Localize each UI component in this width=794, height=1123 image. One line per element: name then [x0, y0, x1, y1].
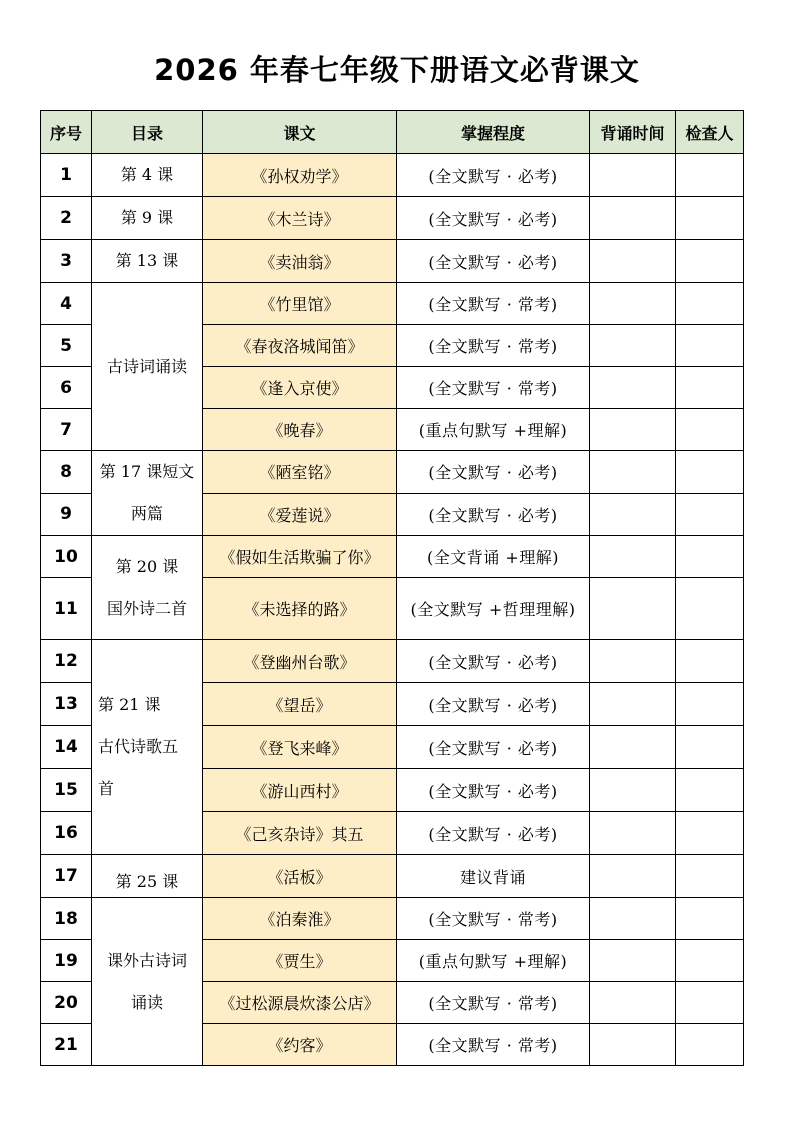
level-cell: (全文背诵 +理解) [397, 536, 590, 578]
checker-cell[interactable] [676, 726, 744, 769]
recite-time-cell[interactable] [590, 536, 676, 578]
recite-time-cell[interactable] [590, 898, 676, 940]
recite-time-cell[interactable] [590, 367, 676, 409]
checker-cell[interactable] [676, 367, 744, 409]
recite-time-cell[interactable] [590, 578, 676, 640]
recite-time-cell[interactable] [590, 855, 676, 898]
row-index: 2 [41, 197, 92, 240]
row-index: 8 [41, 451, 92, 494]
level-cell: (全文默写 +哲理理解) [397, 578, 590, 640]
checker-cell[interactable] [676, 940, 744, 982]
level-cell: (全文默写 · 必考) [397, 640, 590, 683]
recite-time-cell[interactable] [590, 493, 676, 536]
lesson-cell: 《泊秦淮》 [203, 898, 397, 940]
header-category: 目录 [92, 111, 203, 154]
checker-cell[interactable] [676, 982, 744, 1024]
lesson-cell: 《木兰诗》 [203, 197, 397, 240]
lesson-cell: 《贾生》 [203, 940, 397, 982]
row-index: 11 [41, 578, 92, 640]
lesson-cell: 《过松源晨炊漆公店》 [203, 982, 397, 1024]
recite-time-cell[interactable] [590, 940, 676, 982]
checker-cell[interactable] [676, 493, 744, 536]
recitation-table [40, 110, 744, 1066]
checker-cell[interactable] [676, 812, 744, 855]
checker-cell[interactable] [676, 283, 744, 325]
header-index: 序号 [41, 111, 92, 154]
row-index: 16 [41, 812, 92, 855]
table-row [41, 154, 744, 197]
lesson-cell: 《竹里馆》 [203, 283, 397, 325]
table-row [41, 451, 744, 494]
row-index: 21 [41, 1024, 92, 1066]
checker-cell[interactable] [676, 325, 744, 367]
table-row [41, 536, 744, 578]
row-index: 15 [41, 769, 92, 812]
level-cell: (全文默写 · 必考) [397, 197, 590, 240]
category-cell: 第 13 课 [92, 240, 203, 283]
level-cell: (全文默写 · 常考) [397, 367, 590, 409]
lesson-cell: 《晚春》 [203, 409, 397, 451]
lesson-cell: 《己亥杂诗》其五 [203, 812, 397, 855]
checker-cell[interactable] [676, 197, 744, 240]
row-index: 10 [41, 536, 92, 578]
table-row [41, 855, 744, 898]
checker-cell[interactable] [676, 451, 744, 494]
row-index: 14 [41, 726, 92, 769]
lesson-cell: 《卖油翁》 [203, 240, 397, 283]
checker-cell[interactable] [676, 640, 744, 683]
lesson-cell: 《春夜洛城闻笛》 [203, 325, 397, 367]
level-cell: (全文默写 · 必考) [397, 683, 590, 726]
checker-cell[interactable] [676, 536, 744, 578]
header-row [41, 111, 744, 154]
row-index: 7 [41, 409, 92, 451]
header-lesson: 课文 [203, 111, 397, 154]
recite-time-cell[interactable] [590, 1024, 676, 1066]
row-index: 13 [41, 683, 92, 726]
category-line: 首 [98, 779, 115, 798]
checker-cell[interactable] [676, 1024, 744, 1066]
page-title: 2026 年春七年级下册语文必背课文 [154, 53, 640, 87]
category-cell [92, 898, 203, 1066]
recite-time-cell[interactable] [590, 812, 676, 855]
category-line: 第 20 课 [115, 556, 179, 576]
recite-time-cell[interactable] [590, 409, 676, 451]
category-line: 诵读 [130, 992, 163, 1012]
checker-cell[interactable] [676, 898, 744, 940]
category-line: 课外古诗词 [106, 950, 187, 970]
level-cell: (全文默写 · 常考) [397, 283, 590, 325]
category-line: 第 21 课 [98, 695, 161, 714]
recite-time-cell[interactable] [590, 197, 676, 240]
level-cell: (全文默写 · 常考) [397, 898, 590, 940]
lesson-cell: 《登幽州台歌》 [203, 640, 397, 683]
checker-cell[interactable] [676, 769, 744, 812]
checker-cell[interactable] [676, 240, 744, 283]
category-line: 国外诗二首 [106, 598, 187, 618]
level-cell: (全文默写 · 必考) [397, 451, 590, 494]
lesson-cell: 《活板》 [203, 855, 397, 898]
lesson-cell: 《爱莲说》 [203, 493, 397, 536]
recite-time-cell[interactable] [590, 640, 676, 683]
level-cell: (全文默写 · 常考) [397, 325, 590, 367]
lesson-cell: 《登飞来峰》 [203, 726, 397, 769]
recite-time-cell[interactable] [590, 726, 676, 769]
checker-cell[interactable] [676, 683, 744, 726]
category-cell: 古诗词诵读 [92, 283, 203, 451]
level-cell: (全文默写 · 必考) [397, 240, 590, 283]
header-level: 掌握程度 [397, 111, 590, 154]
row-index: 19 [41, 940, 92, 982]
category-line: 第 17 课短文 [99, 462, 195, 481]
level-cell: (重点句默写 +理解) [397, 409, 590, 451]
header-time: 背诵时间 [590, 111, 676, 154]
table-row [41, 283, 744, 325]
table-row [41, 898, 744, 940]
row-index: 18 [41, 898, 92, 940]
recite-time-cell[interactable] [590, 451, 676, 494]
category-line: 古代诗歌五 [98, 737, 179, 756]
level-cell: (全文默写 · 常考) [397, 1024, 590, 1066]
category-cell [92, 640, 203, 855]
recite-time-cell[interactable] [590, 283, 676, 325]
table-row [41, 240, 744, 283]
lesson-cell: 《孙权劝学》 [203, 154, 397, 197]
row-index: 4 [41, 283, 92, 325]
recite-time-cell[interactable] [590, 982, 676, 1024]
level-cell: (全文默写 · 必考) [397, 493, 590, 536]
category-cell [92, 536, 203, 640]
recite-time-cell[interactable] [590, 683, 676, 726]
category-cell: 第 9 课 [92, 197, 203, 240]
level-cell: 建议背诵 [397, 855, 590, 898]
row-index: 1 [41, 154, 92, 197]
lesson-cell: 《假如生活欺骗了你》 [203, 536, 397, 578]
category-cell [92, 451, 203, 536]
checker-cell[interactable] [676, 578, 744, 640]
checker-cell[interactable] [676, 855, 744, 898]
lesson-cell: 《游山西村》 [203, 769, 397, 812]
table-row [41, 197, 744, 240]
checker-cell[interactable] [676, 409, 744, 451]
lesson-cell: 《逢入京使》 [203, 367, 397, 409]
recite-time-cell[interactable] [590, 240, 676, 283]
recite-time-cell[interactable] [590, 154, 676, 197]
row-index: 3 [41, 240, 92, 283]
lesson-cell: 《约客》 [203, 1024, 397, 1066]
table-row [41, 640, 744, 683]
row-index: 20 [41, 982, 92, 1024]
level-cell: (全文默写 · 必考) [397, 154, 590, 197]
checker-cell[interactable] [676, 154, 744, 197]
row-index: 9 [41, 493, 92, 536]
level-cell: (重点句默写 +理解) [397, 940, 590, 982]
recite-time-cell[interactable] [590, 325, 676, 367]
row-index: 17 [41, 855, 92, 898]
header-checker: 检查人 [676, 111, 744, 154]
row-index: 6 [41, 367, 92, 409]
category-cell [92, 855, 203, 898]
category-cell: 第 4 课 [92, 154, 203, 197]
level-cell: (全文默写 · 必考) [397, 812, 590, 855]
row-index: 12 [41, 640, 92, 683]
level-cell: (全文默写 · 必考) [397, 726, 590, 769]
category-line: 第 25 课 [115, 872, 179, 891]
recite-time-cell[interactable] [590, 769, 676, 812]
row-index: 5 [41, 325, 92, 367]
lesson-cell: 《未选择的路》 [203, 578, 397, 640]
category-line: 两篇 [130, 504, 163, 523]
lesson-cell: 《陋室铭》 [203, 451, 397, 494]
level-cell: (全文默写 · 必考) [397, 769, 590, 812]
lesson-cell: 《望岳》 [203, 683, 397, 726]
level-cell: (全文默写 · 常考) [397, 982, 590, 1024]
